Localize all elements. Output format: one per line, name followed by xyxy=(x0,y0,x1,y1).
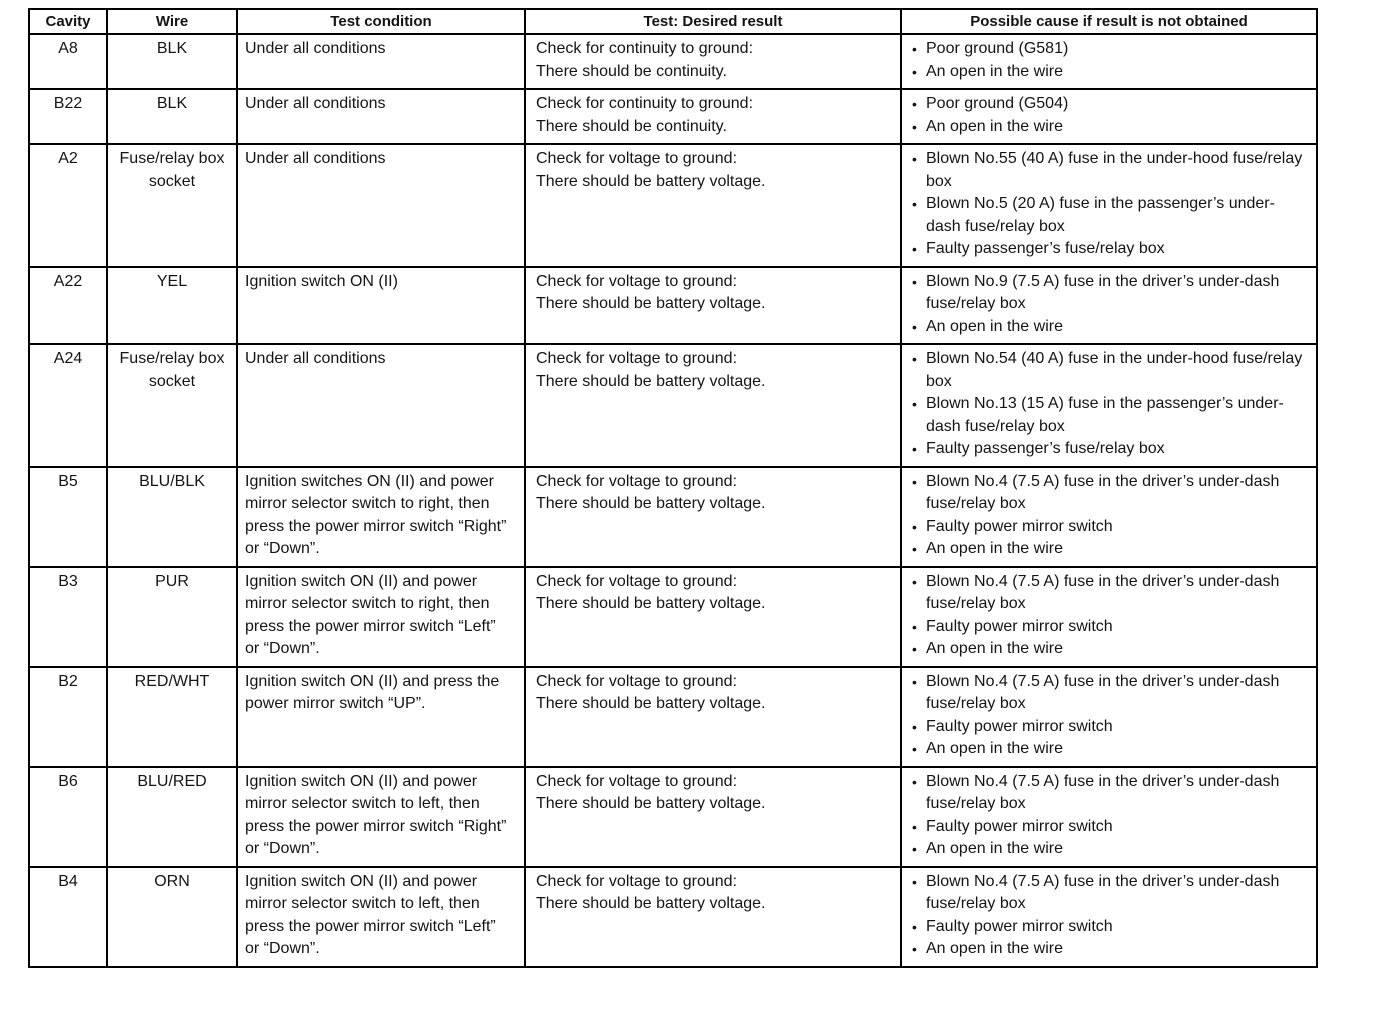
result-line: Check for voltage to ground: xyxy=(536,472,738,490)
cause-item: • Faulty passenger’s fuse/relay box xyxy=(909,438,1309,461)
cause-item: • Blown No.13 (15 A) fuse in the passenger’s under-dash fuse/relay box xyxy=(909,393,1309,438)
cause-item: • An open in the wire xyxy=(909,638,1309,661)
cause-item: • An open in the wire xyxy=(909,838,1309,861)
test-condition-cell: Ignition switches ON (II) and power mirror selector switch to right, then press the power mirror switch “Right” or “Down”. xyxy=(237,467,525,567)
cause-list xyxy=(909,348,1309,461)
test-condition-cell: Under all conditions xyxy=(237,89,525,144)
test-condition-cell: Under all conditions xyxy=(237,344,525,467)
result-line: Check for voltage to ground: xyxy=(536,572,738,590)
cause-list xyxy=(909,271,1309,339)
cause-item: • Blown No.4 (7.5 A) fuse in the driver’s under-dash fuse/relay box xyxy=(909,671,1309,716)
cavity-cell: B5 xyxy=(29,467,107,567)
test-condition-cell: Ignition switch ON (II) and power mirror selector switch to left, then press the power mirror switch “Right” or “Down”. xyxy=(237,767,525,867)
desired-result-cell xyxy=(525,89,901,144)
test-condition-cell: Ignition switch ON (II) and press the power mirror switch “UP”. xyxy=(237,667,525,767)
wire-cell: BLU/BLK xyxy=(107,467,237,567)
wire-cell: YEL xyxy=(107,267,237,345)
result-line: There should be battery voltage. xyxy=(536,695,766,712)
result-line: There should be continuity. xyxy=(536,117,727,135)
cavity-cell: B22 xyxy=(29,89,107,144)
table-body xyxy=(29,34,1317,967)
cause-list xyxy=(909,93,1309,138)
cause-item: • Faulty passenger’s fuse/relay box xyxy=(909,238,1309,261)
cause-list xyxy=(909,148,1309,261)
result-line: There should be battery voltage. xyxy=(536,795,766,812)
cause-item: • Blown No.54 (40 A) fuse in the under-hood fuse/relay box xyxy=(909,348,1309,393)
wire-cell: PUR xyxy=(107,567,237,667)
result-line: Check for voltage to ground: xyxy=(536,272,738,290)
result-line: Check for continuity to ground: xyxy=(536,40,754,57)
table-row xyxy=(29,89,1317,144)
cause-item: • Blown No.55 (40 A) fuse in the under-hood fuse/relay box xyxy=(909,148,1309,193)
cause-item: • An open in the wire xyxy=(909,538,1309,561)
result-line: There should be continuity. xyxy=(536,62,727,80)
test-condition-cell: Ignition switch ON (II) xyxy=(237,267,525,345)
test-condition-cell: Ignition switch ON (II) and power mirror selector switch to right, then press the power mirror switch “Left” or “Down”. xyxy=(237,567,525,667)
cause-item: • Blown No.9 (7.5 A) fuse in the driver’s under-dash fuse/relay box xyxy=(909,271,1309,316)
wire-cell: Fuse/relay box socket xyxy=(107,144,237,267)
cause-item: • Poor ground (G581) xyxy=(909,38,1309,61)
result-line: There should be battery voltage. xyxy=(536,372,766,390)
result-line: Check for voltage to ground: xyxy=(536,772,738,790)
cause-item: • Blown No.4 (7.5 A) fuse in the driver’s under-dash fuse/relay box xyxy=(909,571,1309,616)
cause-item: • Faulty power mirror switch xyxy=(909,516,1309,539)
table-row xyxy=(29,267,1317,345)
cavity-cell: A24 xyxy=(29,344,107,467)
desired-result-cell xyxy=(525,567,901,667)
table-row xyxy=(29,567,1317,667)
cause-item: • Faulty power mirror switch xyxy=(909,616,1309,639)
cause-item: • Poor ground (G504) xyxy=(909,93,1309,116)
wire-cell: BLK xyxy=(107,34,237,89)
cavity-cell: A2 xyxy=(29,144,107,267)
cavity-cell: A8 xyxy=(29,34,107,89)
column-header-test-condition: Test condition xyxy=(237,9,525,34)
possible-cause-cell xyxy=(901,867,1317,967)
column-header-possible-cause: Possible cause if result is not obtained xyxy=(901,9,1317,34)
cause-item: • Blown No.4 (7.5 A) fuse in the driver’s under-dash fuse/relay box xyxy=(909,471,1309,516)
result-line: Check for continuity to ground: xyxy=(536,95,754,112)
troubleshooting-table xyxy=(28,8,1318,968)
cavity-cell: B3 xyxy=(29,567,107,667)
table-row xyxy=(29,467,1317,567)
result-line: There should be battery voltage. xyxy=(536,172,766,190)
possible-cause-cell xyxy=(901,344,1317,467)
table-row xyxy=(29,867,1317,967)
test-condition-cell: Ignition switch ON (II) and power mirror selector switch to left, then press the power mirror switch “Left” or “Down”. xyxy=(237,867,525,967)
result-line: Check for voltage to ground: xyxy=(536,350,738,367)
cause-item: • An open in the wire xyxy=(909,61,1309,84)
cause-item: • An open in the wire xyxy=(909,738,1309,761)
cause-list xyxy=(909,671,1309,761)
result-line: There should be battery voltage. xyxy=(536,895,766,912)
desired-result-cell xyxy=(525,34,901,89)
possible-cause-cell xyxy=(901,267,1317,345)
cause-list xyxy=(909,38,1309,83)
table-row xyxy=(29,767,1317,867)
cause-item: • An open in the wire xyxy=(909,116,1309,139)
result-line: Check for voltage to ground: xyxy=(536,672,738,690)
result-line: Check for voltage to ground: xyxy=(536,872,738,890)
cause-item: • An open in the wire xyxy=(909,938,1309,961)
cause-list xyxy=(909,571,1309,661)
possible-cause-cell xyxy=(901,467,1317,567)
desired-result-cell xyxy=(525,267,901,345)
cause-item: • Faulty power mirror switch xyxy=(909,716,1309,739)
cause-item: • Blown No.4 (7.5 A) fuse in the driver’s under-dash fuse/relay box xyxy=(909,871,1309,916)
cause-item: • Faulty power mirror switch xyxy=(909,916,1309,939)
cause-item: • An open in the wire xyxy=(909,316,1309,339)
wire-cell: RED/WHT xyxy=(107,667,237,767)
cause-list xyxy=(909,871,1309,961)
cavity-cell: B4 xyxy=(29,867,107,967)
wire-cell: ORN xyxy=(107,867,237,967)
cause-list xyxy=(909,771,1309,861)
cause-item: • Faulty power mirror switch xyxy=(909,816,1309,839)
desired-result-cell xyxy=(525,344,901,467)
result-line: There should be battery voltage. xyxy=(536,495,766,512)
wire-cell: BLK xyxy=(107,89,237,144)
table-row xyxy=(29,667,1317,767)
desired-result-cell xyxy=(525,767,901,867)
desired-result-cell xyxy=(525,144,901,267)
possible-cause-cell xyxy=(901,667,1317,767)
result-line: There should be battery voltage. xyxy=(536,295,766,312)
wire-cell: BLU/RED xyxy=(107,767,237,867)
table-row xyxy=(29,34,1317,89)
table-row xyxy=(29,344,1317,467)
cause-list xyxy=(909,471,1309,561)
wire-cell: Fuse/relay box socket xyxy=(107,344,237,467)
possible-cause-cell xyxy=(901,767,1317,867)
test-condition-cell: Under all conditions xyxy=(237,34,525,89)
possible-cause-cell xyxy=(901,144,1317,267)
cavity-cell: A22 xyxy=(29,267,107,345)
cause-item: • Blown No.5 (20 A) fuse in the passenger’s under-dash fuse/relay box xyxy=(909,193,1309,238)
desired-result-cell xyxy=(525,867,901,967)
column-header-wire: Wire xyxy=(107,9,237,34)
result-line: Check for voltage to ground: xyxy=(536,150,738,167)
possible-cause-cell xyxy=(901,89,1317,144)
table-header xyxy=(29,9,1317,34)
cause-item: • Blown No.4 (7.5 A) fuse in the driver’s under-dash fuse/relay box xyxy=(909,771,1309,816)
result-line: There should be battery voltage. xyxy=(536,595,766,612)
cavity-cell: B2 xyxy=(29,667,107,767)
possible-cause-cell xyxy=(901,34,1317,89)
desired-result-cell xyxy=(525,467,901,567)
header-row xyxy=(29,9,1317,34)
test-condition-cell: Under all conditions xyxy=(237,144,525,267)
possible-cause-cell xyxy=(901,567,1317,667)
desired-result-cell xyxy=(525,667,901,767)
cavity-cell: B6 xyxy=(29,767,107,867)
column-header-desired-result: Test: Desired result xyxy=(525,9,901,34)
table-row xyxy=(29,144,1317,267)
column-header-cavity: Cavity xyxy=(29,9,107,34)
